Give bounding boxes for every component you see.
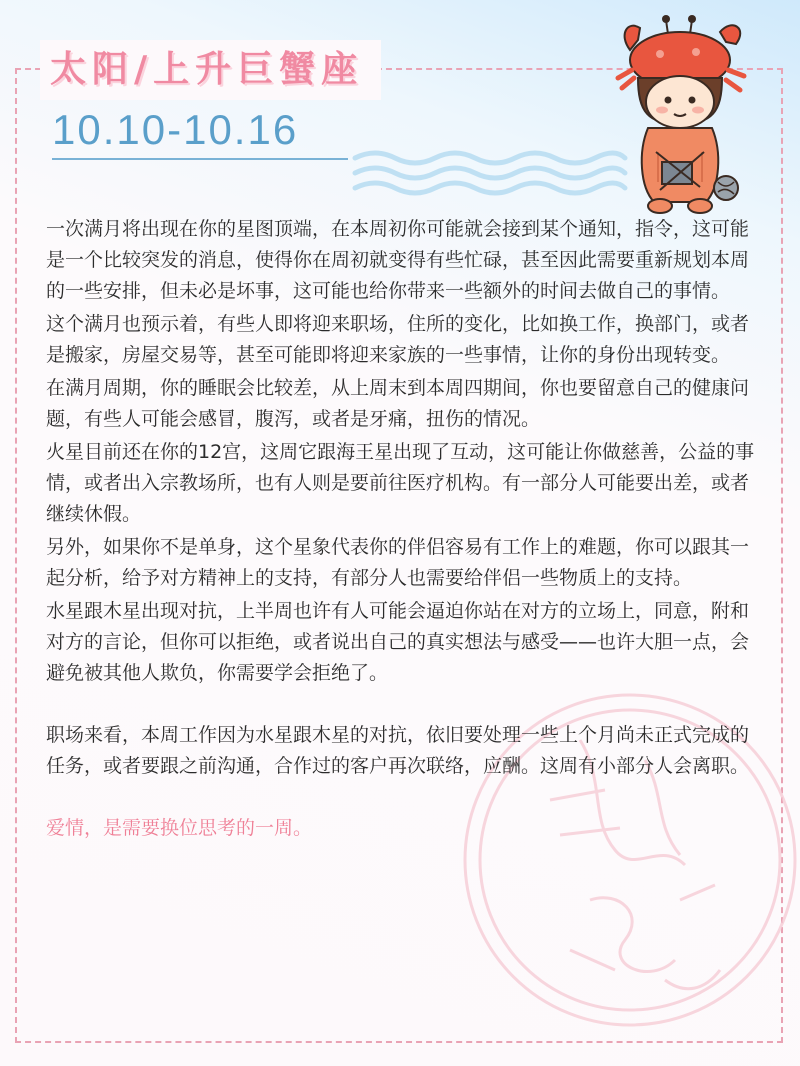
paragraph: 一次满月将出现在你的星图顶端，在本周初你可能就会接到某个通知，指令，这可能是一个比较突发的消息，使得你在周初就变得有些忙碌，甚至因此需要重新规划本周的一些安排，但未必是坏事，这可能也给你带来一些额外的时间去做自己的事情。 [46,218,750,302]
paragraph: 水星跟木星出现对抗，上半周也许有人可能会逼迫你站在对方的立场上，同意，附和对方的言论，但你可以拒绝，或者说出自己的真实想法与感受——也许大胆一点，会避免被其他人欺负，你需要学会拒绝了。 [46,600,750,684]
paragraph: 职场来看，本周工作因为水星跟木星的对抗，依旧要处理一些上个月尚未正式完成的任务，或者要跟之前沟通，合作过的客户再次联络，应酬。这周有小部分人会离职。 [46,724,750,777]
date-range: 10.10-10.16 [52,106,299,153]
page-title: 太阳/上升巨蟹座 [50,49,364,90]
paragraph: 另外，如果你不是单身，这个星象代表你的伴侣容易有工作上的难题，你可以跟其一起分析，给予对方精神上的支持，有部分人也需要给伴侣一些物质上的支持。 [46,536,750,589]
paragraph: 这个满月也预示着，有些人即将迎来职场，住所的变化，比如换工作，换部门，或者是搬家，房屋交易等，甚至可能即将迎来家族的一些事情，让你的身份出现转变。 [46,313,750,366]
paragraph: 在满月周期，你的睡眠会比较差，从上周末到本周四期间，你也要留意自己的健康问题，有些人可能会感冒，腹泻，或者是牙痛，扭伤的情况。 [46,377,750,430]
paragraph: 火星目前还在你的12宫，这周它跟海王星出现了互动，这可能让你做慈善，公益的事情，或者出入宗教场所，也有人则是要前往医疗机构。有一部分人可能要出差，或者继续休假。 [46,441,755,525]
love-summary: 爱情，是需要换位思考的一周。 [46,817,313,839]
waves-icon [350,148,630,198]
article-body [46,214,766,846]
title-banner [40,40,381,100]
crab-mascot-icon [608,12,758,222]
date-underline [52,158,348,160]
